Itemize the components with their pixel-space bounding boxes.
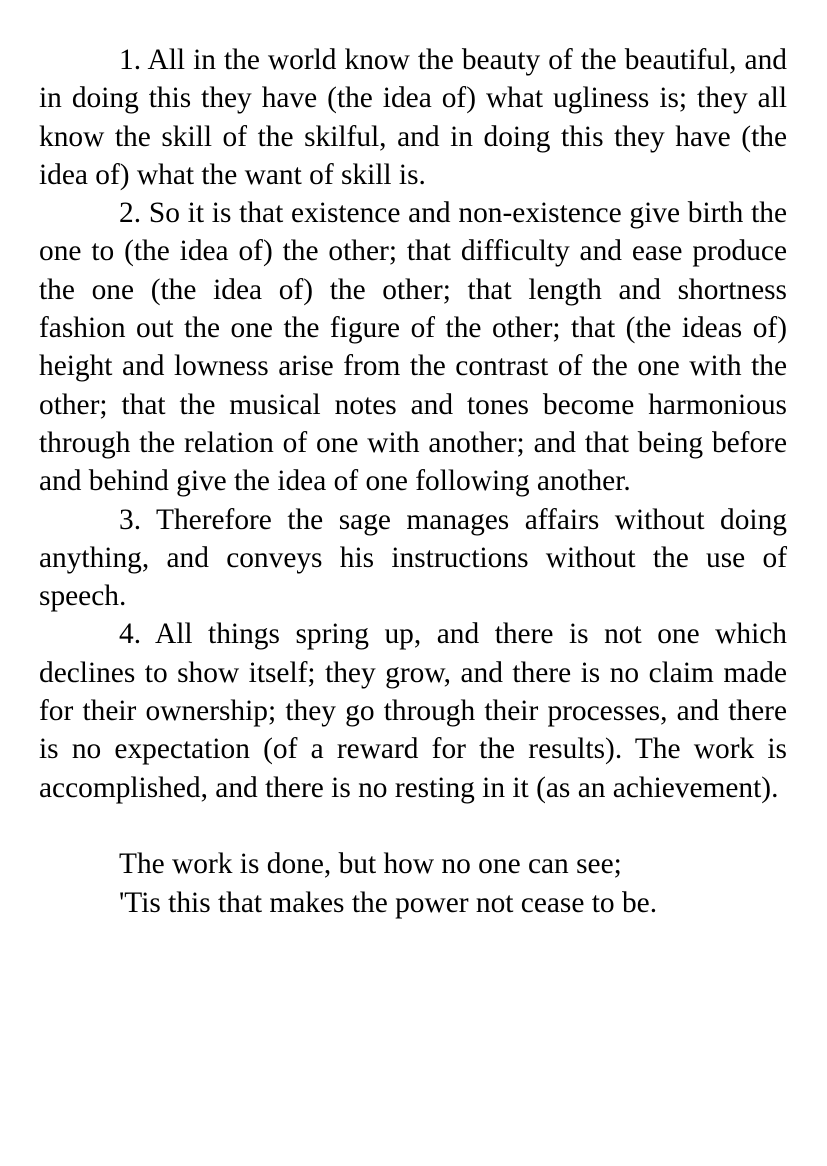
verse-line-2: 'Tis this that makes the power not cease to be. <box>119 886 658 919</box>
paragraph-2 <box>39 194 787 500</box>
document-body <box>39 41 787 922</box>
paragraph-text: Therefore the sage manages affairs without doing anything, and conveys his instructions without the use of speech. <box>39 503 787 613</box>
paragraph-number: 3. <box>119 503 142 536</box>
paragraph-1 <box>39 41 787 194</box>
paragraph-3 <box>39 501 787 616</box>
paragraph-text: All things spring up, and there is not one which declines to show itself; they grow, and there is no claim made for their ownership; they go through their processes, and there is no expectation (of a reward for the results). The work is accomplished, and there is no resting in it (as an achievement). <box>39 618 787 804</box>
paragraph-number: 4. <box>119 618 142 651</box>
paragraph-text: All in the world know the beauty of the beautiful, and in doing this they have (the idea of) what ugliness is; they all know the skill of the skilful, and in doing this they have (the idea of) what the want of skill is. <box>39 44 787 191</box>
paragraph-number: 2. <box>119 197 142 230</box>
paragraph-number: 1. <box>119 44 142 76</box>
paragraph-text: So it is that existence and non-existence give birth the one to (the idea of) the other; that difficulty and ease produce the one (the idea of) the other; that length and shortness fashion out the one the figure of the other; that (the ideas of) height and lowness arise from the contrast of the one with the other; that the musical notes and tones become harmonious through the relation of one with another; and that being before and behind give the idea of one following another. <box>39 197 787 498</box>
paragraph-4 <box>39 615 787 806</box>
verse-line-1: The work is done, but how no one can see; <box>119 848 622 881</box>
